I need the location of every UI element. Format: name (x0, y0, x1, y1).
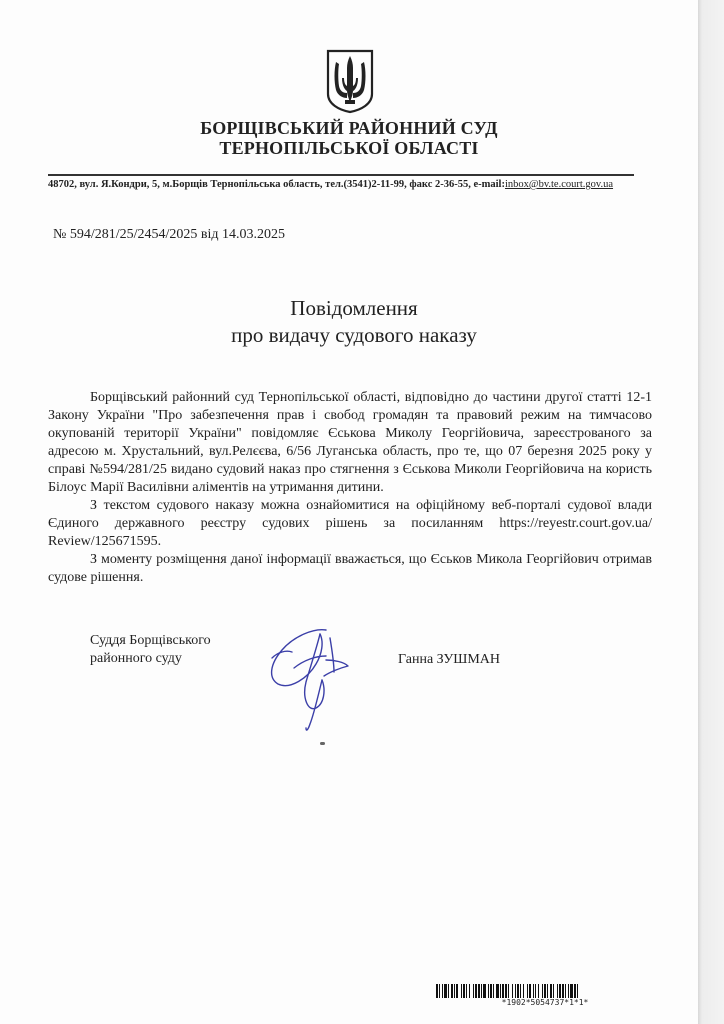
barcode-bar (500, 984, 501, 998)
barcode-bar (439, 984, 440, 998)
barcode-bar (448, 984, 449, 998)
barcode-bar (559, 984, 561, 998)
court-name-line1: БОРЩІВСЬКИЙ РАЙОННИЙ СУД (200, 118, 498, 138)
barcode-bar (478, 984, 480, 998)
barcode-bar (550, 984, 552, 998)
document-subtitle: про видачу судового наказу (231, 323, 477, 347)
barcode-bar (533, 984, 534, 998)
barcode-bar (544, 984, 546, 998)
body-paragraph-2: З текстом судового наказу можна ознайомитися на офіційному веб-порталі судової влади Єдиного державного реєстру судових рішень за посиланням https://reyestr.court.gov.ua/ Review/125671595. (48, 498, 652, 549)
barcode-bar (496, 984, 499, 998)
judge-position-line2: районного суду (90, 651, 182, 666)
judge-name: Ганна ЗУШМАН (398, 652, 501, 667)
barcode-bar (523, 984, 524, 998)
barcode-bar (538, 984, 539, 998)
barcode-bar (568, 984, 569, 998)
barcode-bar (444, 984, 447, 998)
barcode-bar (456, 984, 458, 998)
barcode-bar (527, 984, 528, 998)
registration-number: № 594/281/25/2454/2025 від 14.03.2025 (53, 227, 286, 242)
barcode-bar (493, 984, 494, 998)
barcode-bar (442, 984, 443, 998)
barcode-bar (469, 984, 470, 998)
barcode-bar (517, 984, 519, 998)
barcode-bar (542, 984, 543, 998)
barcode-bar (483, 984, 486, 998)
contact-address: 48702, вул. Я.Кондри, 5, м.Борщів Тернопільська область, тел.(3541)2-11-99, факс 2-36-55, e-mail: (48, 179, 505, 190)
barcode-bar (473, 984, 474, 998)
judge-position (90, 632, 211, 668)
barcode-bar (577, 984, 578, 998)
barcode-bar (461, 984, 462, 998)
barcode-graphic (436, 984, 654, 998)
barcode-bar (565, 984, 566, 998)
barcode-bar (466, 984, 467, 998)
barcode-bar (562, 984, 564, 998)
barcode-bar (520, 984, 521, 998)
barcode-bar (535, 984, 536, 998)
barcode-bar (553, 984, 554, 998)
court-contact-line (48, 178, 648, 191)
contact-email-link[interactable]: inbox@bv.te.court.gov.ua (504, 179, 614, 190)
barcode-text: *1902*5054737*1*1* (501, 998, 589, 1007)
handwritten-signature (264, 620, 360, 740)
document-title: Повідомлення (290, 296, 418, 320)
barcode-bar (547, 984, 548, 998)
barcode-bar (481, 984, 482, 998)
barcode-bar (488, 984, 489, 998)
judge-position-line1: Суддя Борщівського (90, 633, 211, 648)
header-divider (48, 174, 634, 176)
barcode-bar (502, 984, 504, 998)
barcode-bar (451, 984, 453, 998)
barcode-bar (529, 984, 531, 998)
barcode-bar (463, 984, 465, 998)
page-edge-shadow (698, 0, 724, 1024)
ink-speck (320, 742, 325, 745)
barcode-bar (512, 984, 513, 998)
barcode-bar (557, 984, 558, 998)
court-name-line2: ТЕРНОПІЛЬСЬКОЇ ОБЛАСТІ (219, 138, 479, 158)
barcode-bar (574, 984, 576, 998)
barcode-bar (454, 984, 455, 998)
barcode-bar (436, 984, 438, 998)
barcode-bar (490, 984, 492, 998)
body-paragraph-3: З моменту розміщення даної інформації вважається, що Єськов Микола Георгійович отримав судове рішення. (48, 552, 652, 585)
barcode-bar (570, 984, 573, 998)
coat-of-arms-trident-icon (325, 48, 375, 114)
barcode-bar (515, 984, 516, 998)
body-paragraph-1: Борщівський районний суд Тернопільської області, відповідно до частини другої статті 12-1 Закону України "Про забезпечення прав і свобод громадян та правовий режим на тимчасово окупованій території України" повідомляє Єськова Миколу Георгійовича, зареєстрованого за адресою м. Хрустальний, вул.Релєєва, 6/56 Луганська область, про те, що 07 березня 2025 року у справі №594/281/25 видано судовий наказ про стягнення з Єськова Миколи Георгійовича на користь Білоус Марії Василівни аліментів на утримання дитини. (48, 390, 652, 495)
barcode-bar (475, 984, 477, 998)
barcode-bar (508, 984, 509, 998)
barcode-bar (505, 984, 507, 998)
document-body (48, 389, 652, 587)
